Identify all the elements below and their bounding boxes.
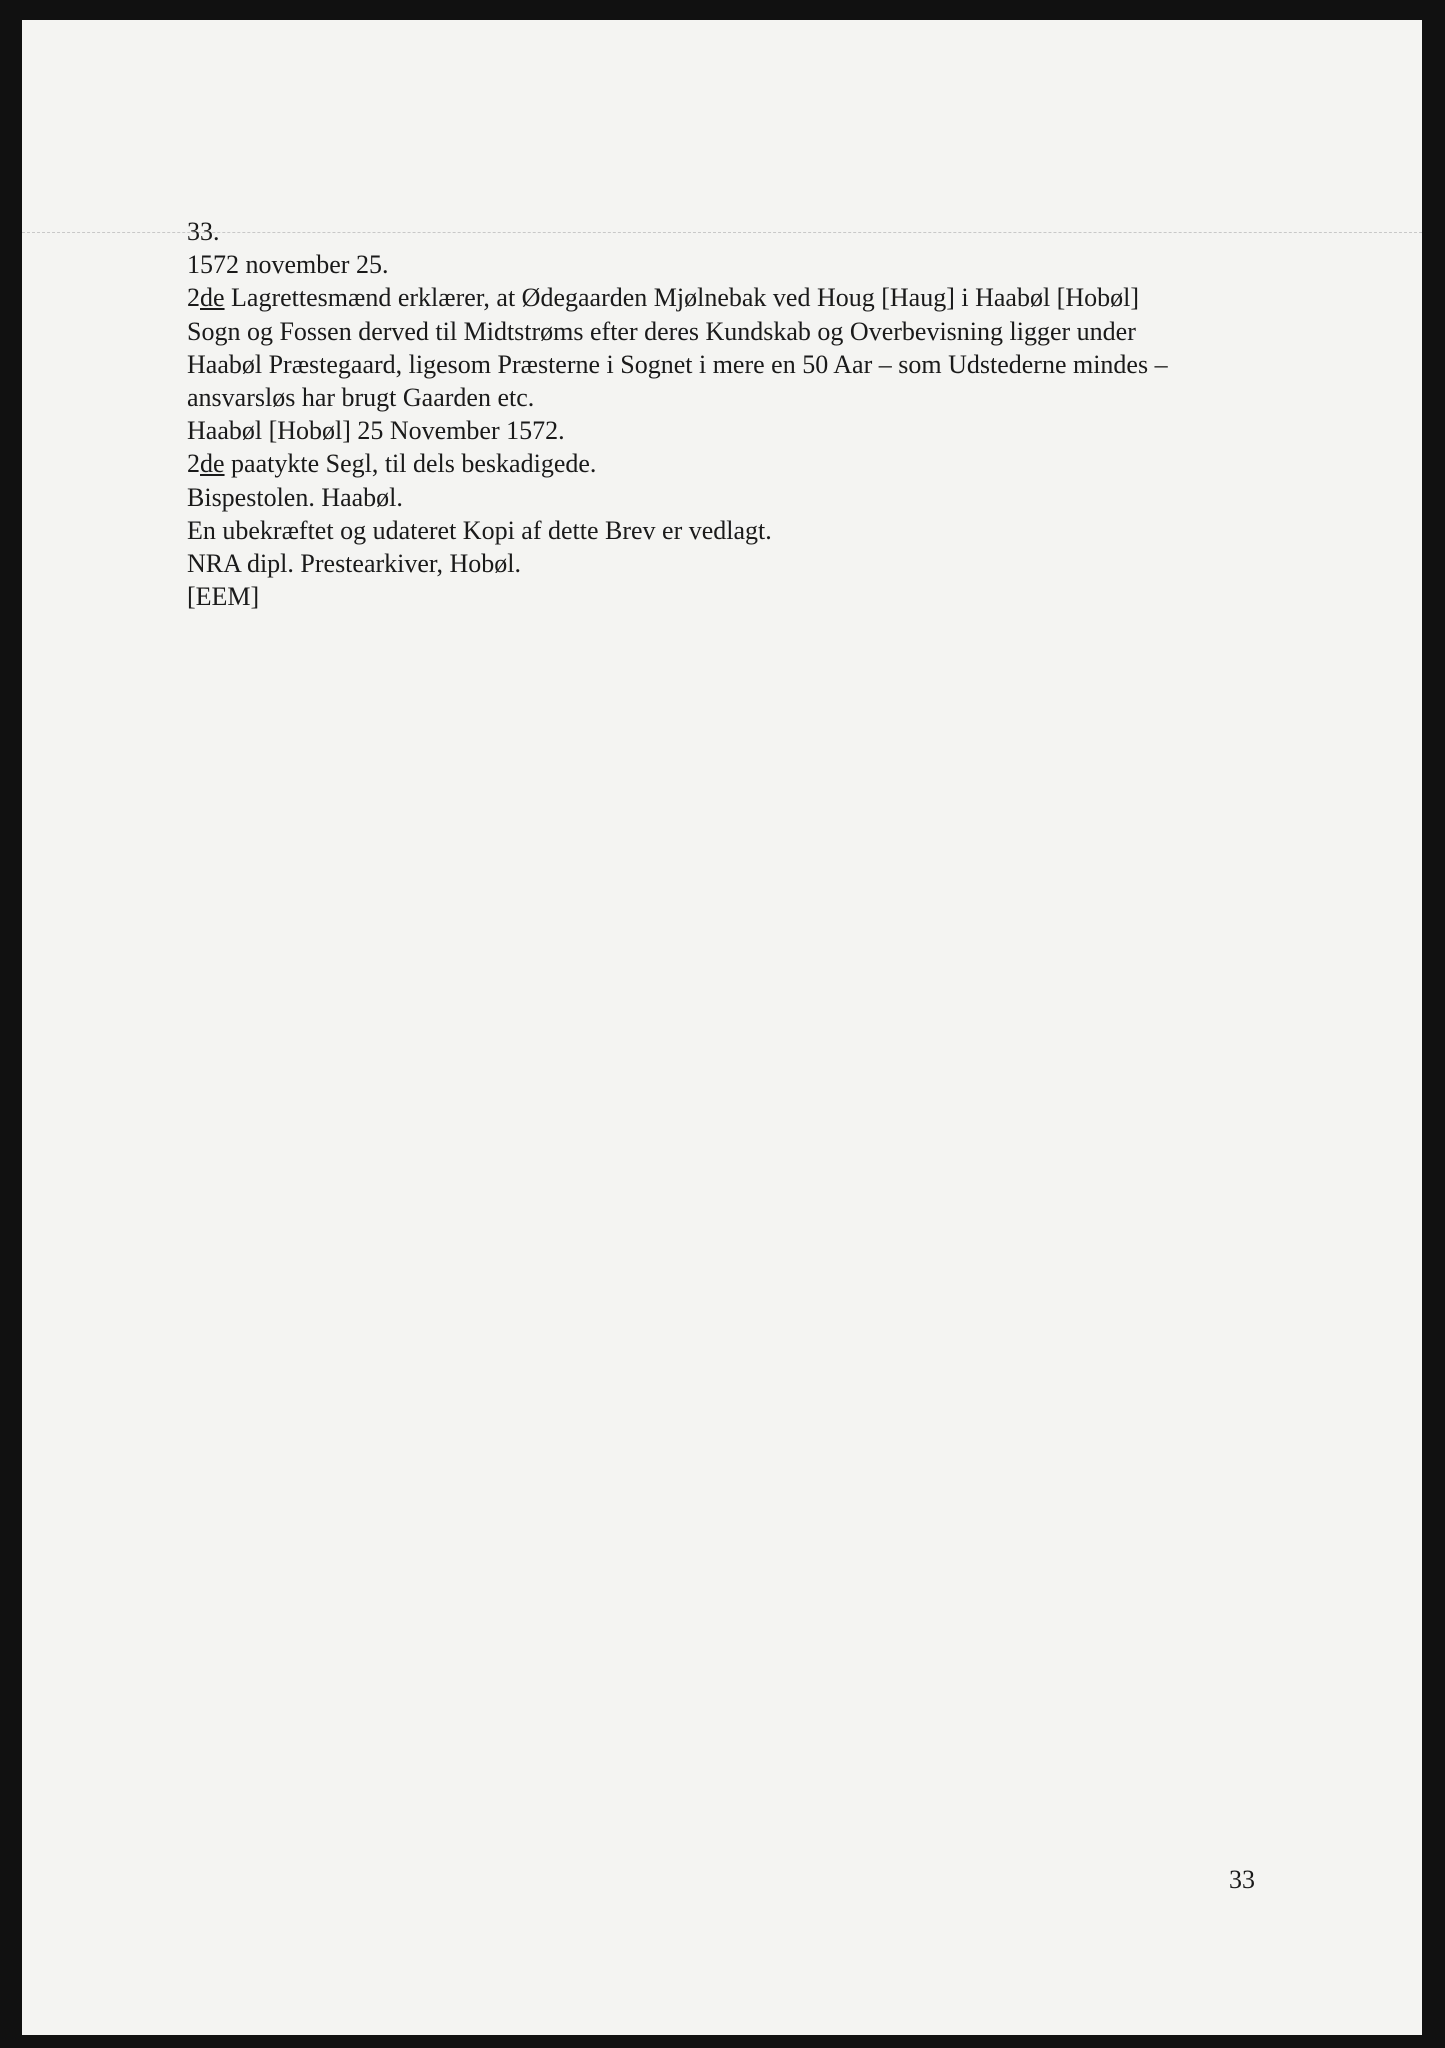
document-page [22, 20, 1422, 2035]
seals-ordinal-suffix: de [200, 449, 225, 479]
entry-date: 1572 november 25. [187, 250, 389, 280]
paragraph-line-1 [187, 281, 1317, 314]
page-number: 33 [1229, 1865, 1255, 1894]
ordinal-prefix: 2 [187, 283, 200, 313]
archive-line: Bispestolen. Haabøl. [187, 482, 403, 512]
ordinal-suffix: de [200, 283, 225, 313]
entry-number: 33. [187, 217, 220, 246]
seals-line [187, 447, 1317, 480]
initials: [EEM] [187, 582, 260, 612]
seals-text: paatykte Segl, til dels beskadigede. [224, 449, 597, 479]
seals-ordinal-prefix: 2 [187, 449, 200, 479]
place-date: Haabøl [Hobøl] 25 November 1572. [187, 416, 565, 446]
paragraph-line-3: Haabøl Præstegaard, ligesom Præsterne i Sognet i mere en 50 Aar – som Udstederne mindes – [187, 349, 1168, 379]
document-body [187, 215, 1317, 613]
copy-note: En ubekræftet og udateret Kopi af dette Brev er vedlagt. [187, 515, 772, 545]
reference-line: NRA dipl. Prestearkiver, Hobøl. [187, 549, 522, 579]
paragraph-line-1-text: Lagrettesmænd erklærer, at Ødegaarden Mjølnebak ved Houg [Haug] i Haabøl [Hobøl] [224, 283, 1139, 313]
paragraph-line-2: Sogn og Fossen derved til Midtstrøms efter deres Kundskab og Overbevisning ligger under [187, 316, 1136, 346]
paragraph-line-4: ansvarsløs har brugt Gaarden etc. [187, 383, 535, 413]
